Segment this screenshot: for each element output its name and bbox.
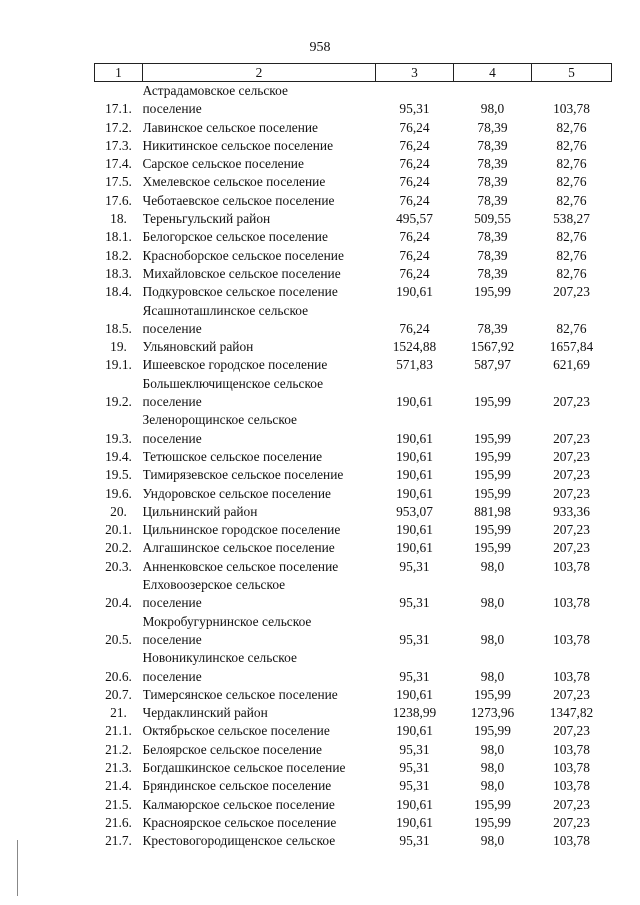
settlement-name-line: поселение <box>142 631 202 647</box>
value-c5: 207,23 <box>553 686 590 702</box>
value-c4: 195,99 <box>474 284 511 300</box>
table-row <box>95 173 612 191</box>
settlement-name-line: Сарское сельское поселение <box>142 156 304 172</box>
settlement-name-line: Лавинское сельское поселение <box>142 119 319 135</box>
row-number: 18.1. <box>105 229 132 245</box>
row-number: 19.4. <box>105 448 132 464</box>
table-row <box>95 777 612 795</box>
header-col-1: 1 <box>95 64 143 82</box>
row-number: 19.2. <box>105 394 132 410</box>
value-c3: 190,61 <box>396 284 433 300</box>
row-number: 20.2. <box>105 540 132 556</box>
value-c3: 190,61 <box>396 394 433 410</box>
settlement-name <box>143 173 376 191</box>
value-c5: 82,76 <box>556 156 587 172</box>
settlement-name <box>143 210 376 228</box>
row-number: 18. <box>110 211 127 227</box>
value-c5: 207,23 <box>553 394 590 410</box>
value-c4: 78,39 <box>477 320 508 336</box>
value-c4: 78,39 <box>477 119 508 135</box>
row-number: 18.4. <box>105 284 132 300</box>
value-c5: 1347,82 <box>549 705 594 721</box>
row-number: 19.5. <box>105 467 132 483</box>
value-c5: 103,78 <box>553 833 590 849</box>
table-row <box>95 302 612 339</box>
row-number: 20.3. <box>105 558 132 574</box>
row-number: 19.6. <box>105 485 132 501</box>
settlement-name-line: Октябрьское сельское поселение <box>142 723 330 739</box>
table-header-row <box>95 64 612 82</box>
table-row <box>95 558 612 576</box>
value-c5: 207,23 <box>553 723 590 739</box>
settlement-name <box>143 722 376 740</box>
value-c4: 78,39 <box>477 137 508 153</box>
row-number: 20. <box>110 503 127 519</box>
value-c5: 207,23 <box>553 814 590 830</box>
settlement-name-line: поселение <box>142 668 202 684</box>
table-row <box>95 356 612 374</box>
settlement-name <box>143 119 376 137</box>
value-c3: 1524,88 <box>392 339 437 355</box>
header-col-3: 3 <box>376 64 454 82</box>
settlement-name <box>143 283 376 301</box>
settlement-name <box>143 265 376 283</box>
value-c4: 195,99 <box>474 814 511 830</box>
settlement-name <box>143 558 376 576</box>
table-row <box>95 338 612 356</box>
settlement-name-line: Ульяновский район <box>142 339 254 355</box>
value-c5: 207,23 <box>553 467 590 483</box>
settlement-name-line: Большеключищенское сельское <box>142 375 324 391</box>
table-row <box>95 722 612 740</box>
settlement-name-line: Мокробугурнинское сельское <box>142 613 312 629</box>
row-number: 21. <box>110 705 127 721</box>
table-row <box>95 576 612 613</box>
table-row <box>95 686 612 704</box>
value-c3: 95,31 <box>399 759 430 775</box>
value-c3: 95,31 <box>399 595 430 611</box>
settlement-name <box>143 338 376 356</box>
table-row <box>95 283 612 301</box>
table-row <box>95 832 612 850</box>
settlement-name-line: Хмелевское сельское поселение <box>142 174 326 190</box>
value-c3: 76,24 <box>399 320 430 336</box>
row-number: 18.2. <box>105 247 132 263</box>
value-c4: 78,39 <box>477 265 508 281</box>
settlement-name-line: Белогорское сельское поселение <box>142 229 328 245</box>
row-number: 17.6. <box>105 192 132 208</box>
row-number: 20.6. <box>105 668 132 684</box>
settlement-name-line: Чеботаевское сельское поселение <box>142 192 335 208</box>
settlement-name <box>143 466 376 484</box>
table-row <box>95 704 612 722</box>
value-c3: 190,61 <box>396 796 433 812</box>
settlement-name-line: Калмаюрское сельское поселение <box>142 796 335 812</box>
value-c4: 78,39 <box>477 192 508 208</box>
settlement-name-line: Красноярское сельское поселение <box>142 814 337 830</box>
value-c3: 190,61 <box>396 485 433 501</box>
settlement-name-line: поселение <box>142 101 202 117</box>
settlement-name-line: Тимирязевское сельское поселение <box>142 467 344 483</box>
settlement-name-line: Крестовогородищенское сельское <box>142 833 336 849</box>
value-c5: 1657,84 <box>549 339 594 355</box>
settlement-name-line: Алгашинское сельское поселение <box>142 540 335 556</box>
value-c3: 76,24 <box>399 119 430 135</box>
value-c4: 98,0 <box>480 741 505 757</box>
settlement-name-line: Елховоозерское сельское <box>142 577 286 593</box>
settlement-name <box>143 576 376 613</box>
value-c4: 195,99 <box>474 430 511 446</box>
value-c3: 95,31 <box>399 778 430 794</box>
table-row <box>95 247 612 265</box>
value-c3: 76,24 <box>399 229 430 245</box>
settlement-name-line: Красноборское сельское поселение <box>142 247 344 263</box>
settlement-name <box>143 137 376 155</box>
table-row <box>95 485 612 503</box>
value-c3: 95,31 <box>399 668 430 684</box>
row-number: 21.3. <box>105 759 132 775</box>
settlement-name-line: Тетюшское сельское поселение <box>142 448 323 464</box>
value-c4: 195,99 <box>474 467 511 483</box>
settlement-name-line: Новоникулинское сельское <box>142 650 297 666</box>
header-col-4: 4 <box>454 64 532 82</box>
table-row <box>95 466 612 484</box>
value-c4: 78,39 <box>477 174 508 190</box>
value-c3: 190,61 <box>396 686 433 702</box>
value-c4: 98,0 <box>480 759 505 775</box>
table-row <box>95 649 612 686</box>
value-c4: 98,0 <box>480 595 505 611</box>
value-c4: 881,98 <box>474 503 511 519</box>
settlement-name <box>143 741 376 759</box>
value-c5: 82,76 <box>556 137 587 153</box>
value-c4: 195,99 <box>474 723 511 739</box>
value-c4: 78,39 <box>477 229 508 245</box>
value-c4: 509,55 <box>474 211 511 227</box>
settlement-name <box>143 485 376 503</box>
settlement-name <box>143 356 376 374</box>
value-c3: 76,24 <box>399 247 430 263</box>
value-c4: 1567,92 <box>470 339 515 355</box>
settlement-name <box>143 228 376 246</box>
settlement-name <box>143 503 376 521</box>
row-number: 18.5. <box>105 320 132 336</box>
settlement-name-line: Михайловское сельское поселение <box>142 265 341 281</box>
row-number: 18.3. <box>105 265 132 281</box>
value-c5: 103,78 <box>553 631 590 647</box>
value-c3: 76,24 <box>399 137 430 153</box>
value-c4: 195,99 <box>474 394 511 410</box>
value-c3: 76,24 <box>399 156 430 172</box>
settlement-name-line: поселение <box>142 394 202 410</box>
settlement-name-line: Тереньгульский район <box>142 211 271 227</box>
value-c5: 103,78 <box>553 101 590 117</box>
settlement-name-line: поселение <box>142 595 202 611</box>
value-c5: 207,23 <box>553 485 590 501</box>
value-c3: 1238,99 <box>392 705 437 721</box>
settlement-name <box>143 796 376 814</box>
value-c5: 103,78 <box>553 741 590 757</box>
row-number: 20.4. <box>105 595 132 611</box>
value-c3: 190,61 <box>396 467 433 483</box>
table-row <box>95 741 612 759</box>
settlement-name <box>143 521 376 539</box>
settlement-name-line: Ишеевское городское поселение <box>142 357 328 373</box>
value-c4: 195,99 <box>474 448 511 464</box>
value-c5: 103,78 <box>553 595 590 611</box>
value-c3: 571,83 <box>396 357 433 373</box>
settlement-name <box>143 613 376 650</box>
table-row <box>95 265 612 283</box>
table-row <box>95 503 612 521</box>
table-row <box>95 448 612 466</box>
value-c4: 195,99 <box>474 796 511 812</box>
value-c3: 76,24 <box>399 265 430 281</box>
table-row <box>95 228 612 246</box>
value-c5: 207,23 <box>553 540 590 556</box>
value-c4: 195,99 <box>474 686 511 702</box>
settlement-name-line: Астрадамовское сельское <box>142 83 288 98</box>
settlement-name <box>143 777 376 795</box>
row-number: 20.1. <box>105 522 132 538</box>
row-number: 19.1. <box>105 357 132 373</box>
value-c5: 82,76 <box>556 119 587 135</box>
row-number: 19. <box>110 339 127 355</box>
table-row <box>95 796 612 814</box>
settlement-name-line: Никитинское сельское поселение <box>142 137 334 153</box>
value-c4: 98,0 <box>480 668 505 684</box>
table-row <box>95 82 612 119</box>
value-c3: 76,24 <box>399 174 430 190</box>
table-row <box>95 137 612 155</box>
settlement-name-line: Цильнинское городское поселение <box>142 522 341 538</box>
value-c5: 82,76 <box>556 265 587 281</box>
row-number: 17.2. <box>105 119 132 135</box>
value-c5: 103,78 <box>553 558 590 574</box>
table-row <box>95 375 612 412</box>
value-c4: 195,99 <box>474 485 511 501</box>
value-c4: 1273,96 <box>470 705 515 721</box>
value-c5: 207,23 <box>553 430 590 446</box>
value-c4: 98,0 <box>480 833 505 849</box>
row-number: 21.7. <box>105 833 132 849</box>
row-number: 17.4. <box>105 156 132 172</box>
row-number: 17.3. <box>105 137 132 153</box>
value-c3: 95,31 <box>399 833 430 849</box>
table-row <box>95 814 612 832</box>
table-row <box>95 613 612 650</box>
value-c3: 95,31 <box>399 741 430 757</box>
margin-mark <box>17 840 18 896</box>
value-c5: 103,78 <box>553 759 590 775</box>
data-table <box>94 63 612 850</box>
value-c3: 190,61 <box>396 723 433 739</box>
value-c5: 621,69 <box>553 357 590 373</box>
value-c4: 195,99 <box>474 540 511 556</box>
value-c3: 95,31 <box>399 101 430 117</box>
value-c3: 953,07 <box>396 503 433 519</box>
settlement-name-line: поселение <box>142 320 202 336</box>
settlement-name <box>143 448 376 466</box>
settlement-name-line: Чердаклинский район <box>142 705 268 721</box>
value-c3: 95,31 <box>399 558 430 574</box>
value-c5: 82,76 <box>556 192 587 208</box>
row-number: 19.3. <box>105 430 132 446</box>
row-number: 21.4. <box>105 778 132 794</box>
value-c3: 190,61 <box>396 430 433 446</box>
settlement-name <box>143 247 376 265</box>
settlement-name <box>143 649 376 686</box>
value-c3: 95,31 <box>399 631 430 647</box>
value-c5: 103,78 <box>553 778 590 794</box>
settlement-name <box>143 759 376 777</box>
settlement-name <box>143 82 376 119</box>
value-c5: 82,76 <box>556 174 587 190</box>
row-number: 17.5. <box>105 174 132 190</box>
settlement-name-line: Анненковское сельское поселение <box>142 558 339 574</box>
table-row <box>95 759 612 777</box>
settlement-name-line: поселение <box>142 430 202 446</box>
settlement-name-line: Белоярское сельское поселение <box>142 741 322 757</box>
value-c4: 78,39 <box>477 156 508 172</box>
settlement-name <box>143 411 376 448</box>
table-row <box>95 155 612 173</box>
value-c4: 78,39 <box>477 247 508 263</box>
settlement-name <box>143 539 376 557</box>
page-number: 958 <box>309 40 331 55</box>
settlement-name-line: Ясашноташлинское сельское <box>142 302 309 318</box>
value-c3: 76,24 <box>399 192 430 208</box>
row-number: 21.1. <box>105 723 132 739</box>
table-row <box>95 539 612 557</box>
settlement-name-line: Ундоровское сельское поселение <box>142 485 331 501</box>
value-c5: 82,76 <box>556 247 587 263</box>
table-row <box>95 411 612 448</box>
value-c4: 98,0 <box>480 558 505 574</box>
value-c4: 98,0 <box>480 631 505 647</box>
settlement-name-line: Подкуровское сельское поселение <box>142 284 338 300</box>
header-col-5: 5 <box>532 64 612 82</box>
value-c4: 98,0 <box>480 778 505 794</box>
table-row <box>95 210 612 228</box>
value-c4: 98,0 <box>480 101 505 117</box>
settlement-name-line: Цильнинский район <box>142 503 258 519</box>
settlement-name-line: Зеленорощинское сельское <box>142 412 298 428</box>
settlement-name <box>143 155 376 173</box>
row-number: 20.7. <box>105 686 132 702</box>
value-c3: 190,61 <box>396 814 433 830</box>
table-row <box>95 192 612 210</box>
table-row <box>95 119 612 137</box>
value-c5: 103,78 <box>553 668 590 684</box>
settlement-name <box>143 302 376 339</box>
table-row <box>95 521 612 539</box>
value-c5: 538,27 <box>553 211 590 227</box>
table-body <box>95 82 612 851</box>
value-c3: 190,61 <box>396 540 433 556</box>
settlement-name <box>143 704 376 722</box>
value-c5: 82,76 <box>556 229 587 245</box>
row-number: 21.6. <box>105 814 132 830</box>
value-c5: 207,23 <box>553 796 590 812</box>
settlement-name-line: Богдашкинское сельское поселение <box>142 759 346 775</box>
settlement-name-line: Бряндинское сельское поселение <box>142 778 332 794</box>
row-number: 17.1. <box>105 101 132 117</box>
value-c5: 207,23 <box>553 448 590 464</box>
value-c5: 207,23 <box>553 284 590 300</box>
settlement-name <box>143 375 376 412</box>
value-c3: 190,61 <box>396 448 433 464</box>
value-c5: 933,36 <box>553 503 590 519</box>
settlement-name <box>143 832 376 850</box>
value-c5: 207,23 <box>553 522 590 538</box>
value-c3: 190,61 <box>396 522 433 538</box>
settlement-name <box>143 192 376 210</box>
value-c4: 195,99 <box>474 522 511 538</box>
settlement-name <box>143 686 376 704</box>
row-number: 21.2. <box>105 741 132 757</box>
value-c5: 82,76 <box>556 320 587 336</box>
settlement-name-line: Тимерсянское сельское поселение <box>142 686 338 702</box>
row-number: 20.5. <box>105 631 132 647</box>
settlement-name <box>143 814 376 832</box>
value-c4: 587,97 <box>474 357 511 373</box>
header-col-2: 2 <box>143 64 376 82</box>
row-number: 21.5. <box>105 796 132 812</box>
value-c3: 495,57 <box>396 211 433 227</box>
